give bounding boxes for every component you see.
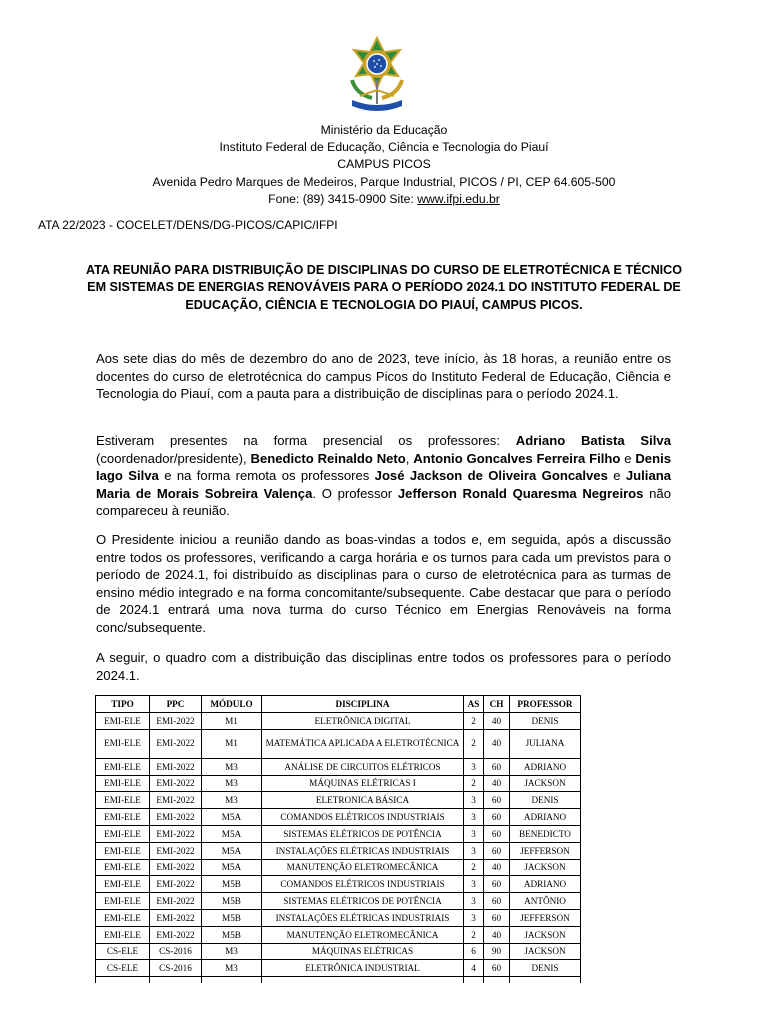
cell-disciplina: ELETRÔNICA INDUSTRIAL [262,960,464,977]
cell-ch: 40 [484,859,510,876]
cell-modulo: M3 [202,775,262,792]
cell-empty [202,977,262,983]
cell-professor: DENIS [510,960,581,977]
attendee-name: Adriano Batista Silva [515,433,671,448]
cell-disciplina: SISTEMAS ELÉTRICOS DE POTÊNCIA [262,893,464,910]
cell-professor: JACKSON [510,775,581,792]
cell-ppc: EMI-2022 [150,729,202,758]
brazil-coat-of-arms-icon [346,36,408,116]
table-row [96,943,581,960]
cell-disciplina: INSTALAÇÕES ELÉTRICAS INDUSTRIAIS [262,909,464,926]
table-row [96,825,581,842]
cell-ch: 60 [484,792,510,809]
attendees-text: . O professor [312,485,398,501]
table-row [96,792,581,809]
table-row [96,758,581,775]
column-header-professor: PROFESSOR [510,696,581,713]
paragraph-opening: Aos sete dias do mês de dezembro do ano de 2023, teve início, às 18 horas, a reunião entre os docentes do curso de eletrotécnica do campus Picos do Instituto Federal de Educação, Ciência e Tecnologia do Piauí, com a pauta para a distribuição de disciplinas para o período 2024.1. [96,351,671,402]
cell-modulo: M1 [202,729,262,758]
cell-disciplina: ANÁLISE DE CIRCUITOS ELÉTRICOS [262,758,464,775]
column-header-disciplina: DISCIPLINA [262,696,464,713]
cell-modulo: M5A [202,809,262,826]
table-row [96,960,581,977]
cell-ch: 40 [484,729,510,758]
cell-ppc: EMI-2022 [150,758,202,775]
attendee-name: Denis Iago Silva [96,450,671,484]
cell-empty [464,977,484,983]
cell-ppc: EMI-2022 [150,859,202,876]
cell-as: 2 [464,775,484,792]
cell-as: 3 [464,825,484,842]
cell-tipo: EMI-ELE [96,859,150,876]
cell-professor: BENEDICTO [510,825,581,842]
cell-ch: 60 [484,960,510,977]
attendees-text: e [607,468,626,484]
column-header-ch: CH [484,696,510,713]
cell-as: 3 [464,893,484,910]
cell-ch: 60 [484,809,510,826]
phone-text: Fone: (89) 3415-0900 Site: [268,191,418,206]
cell-tipo: CS-ELE [96,943,150,960]
cell-professor: ADRIANO [510,876,581,893]
table-header-row [96,696,581,713]
attendee-name: Benedicto Reinaldo Neto [250,450,406,466]
cell-tipo: EMI-ELE [96,758,150,775]
cell-tipo: EMI-ELE [96,792,150,809]
cell-as: 2 [464,926,484,943]
cell-disciplina: COMANDOS ELÉTRICOS INDUSTRIAIS [262,809,464,826]
cell-as: 4 [464,960,484,977]
paragraph-attendees [96,432,671,520]
cell-ppc: EMI-2022 [150,775,202,792]
cell-empty [510,977,581,983]
cell-modulo: M3 [202,792,262,809]
cell-tipo: EMI-ELE [96,909,150,926]
cell-ppc: EMI-2022 [150,713,202,730]
table-row [96,729,581,758]
table-row [96,809,581,826]
cell-as: 6 [464,943,484,960]
cell-disciplina: INSTALAÇÕES ELÉTRICAS INDUSTRIAIS [262,842,464,859]
cell-ppc: EMI-2022 [150,876,202,893]
cell-ch: 40 [484,775,510,792]
attendee-name: José Jackson de Oliveira Goncalves [374,468,608,484]
cell-tipo: EMI-ELE [96,825,150,842]
cell-ch: 60 [484,825,510,842]
cell-ch: 90 [484,943,510,960]
cell-tipo: EMI-ELE [96,809,150,826]
institute-name: Instituto Federal de Educação, Ciência e Tecnologia do Piauí [219,140,549,155]
cell-ch: 60 [484,758,510,775]
ministry-name: Ministério da Educação [320,123,448,137]
column-header-ppc: PPC [150,696,202,713]
cell-tipo: CS-ELE [96,960,150,977]
institution-header [0,122,768,208]
column-header-tipo: TIPO [96,696,150,713]
website-link[interactable]: www.ifpi.edu.br [417,191,500,206]
cell-disciplina: ELETRONICA BÁSICA [262,792,464,809]
cell-ch: 60 [484,876,510,893]
cell-modulo: M3 [202,943,262,960]
attendees-text: não compareceu à reunião. [96,485,671,519]
cell-ppc: EMI-2022 [150,825,202,842]
cell-disciplina: MÁQUINAS ELÉTRICAS I [262,775,464,792]
table-row [96,893,581,910]
cell-modulo: M5B [202,909,262,926]
cell-tipo: EMI-ELE [96,876,150,893]
table-body [96,713,581,983]
table-row [96,909,581,926]
cell-empty [96,977,150,983]
attendee-name: Antonio Goncalves Ferreira Filho [413,450,621,466]
cell-tipo: EMI-ELE [96,926,150,943]
attendees-text: , [405,450,414,466]
cell-ppc: CS-2016 [150,943,202,960]
table-row [96,775,581,792]
cell-professor: DENIS [510,713,581,730]
cell-as: 3 [464,842,484,859]
paragraph-table-intro: A seguir, o quadro com a distribuição das disciplinas entre todos os professores para o período 2024.1. [96,650,671,683]
cell-ppc: EMI-2022 [150,926,202,943]
cell-as: 3 [464,909,484,926]
cell-ch: 60 [484,893,510,910]
cell-modulo: M3 [202,758,262,775]
cell-as: 3 [464,792,484,809]
cell-disciplina: ELETRÔNICA DIGITAL [262,713,464,730]
cell-ch: 60 [484,842,510,859]
cell-modulo: M5B [202,876,262,893]
cell-tipo: EMI-ELE [96,729,150,758]
cell-modulo: M3 [202,960,262,977]
cell-professor: JULIANA [510,729,581,758]
address: Avenida Pedro Marques de Medeiros, Parque Industrial, PICOS / PI, CEP 64.605-500 [152,174,616,189]
attendee-name: Juliana Maria de Morais Sobreira Valença [96,468,672,501]
paragraph-proceedings: O Presidente iniciou a reunião dando as boas-vindas a todos e, em seguida, após a discussão entre todos os professores, verificando a carga horária e os turnos para cada um previstos para o período de 2024.1, foi distribuído as disciplinas para o curso de eletrotécnica para as turmas de ensino médio integrado e na forma concomitante/subsequente. Cabe destacar que para o período de 2024.1 entrará uma nova turma do curso Técnico em Energias Renováveis na forma conc/subsequente. [96,532,671,635]
cell-ppc: EMI-2022 [150,893,202,910]
attendees-text: e na forma remota os professores [158,468,375,484]
cell-professor: JACKSON [510,859,581,876]
cell-as: 3 [464,758,484,775]
cell-professor: JEFFERSON [510,842,581,859]
cell-as: 2 [464,729,484,758]
cell-modulo: M5A [202,842,262,859]
document-reference: ATA 22/2023 - COCELET/DENS/DG-PICOS/CAPIC/IFPI [38,218,338,232]
cell-disciplina: MÁQUINAS ELÉTRICAS [262,943,464,960]
cell-professor: JACKSON [510,926,581,943]
cell-professor: ADRIANO [510,758,581,775]
cell-professor: JACKSON [510,943,581,960]
cell-modulo: M5A [202,859,262,876]
cell-ppc: CS-2016 [150,960,202,977]
cell-tipo: EMI-ELE [96,775,150,792]
cell-empty [262,977,464,983]
attendees-text: Estiveram presentes na forma presencial os professores: [96,433,516,448]
cell-disciplina: SISTEMAS ELÉTRICOS DE POTÊNCIA [262,825,464,842]
discipline-distribution-table [95,695,581,983]
contact-line [0,191,768,208]
cell-ppc: EMI-2022 [150,909,202,926]
cell-as: 3 [464,809,484,826]
table-row [96,876,581,893]
cell-professor: ADRIANO [510,809,581,826]
campus-name: CAMPUS PICOS [337,157,431,172]
document-title: ATA REUNIÃO PARA DISTRIBUIÇÃO DE DISCIPLINAS DO CURSO DE ELETROTÉCNICA E TÉCNICO EM SISTEMAS DE ENERGIAS RENOVÁVEIS PARA O PERÍODO 2024.1 DO INSTITUTO FEDERAL DE EDUCAÇÃO, CIÊNCIA E TECNOLOGIA DO PIAUÍ, CAMPUS PICOS. [85,263,683,312]
cell-as: 2 [464,713,484,730]
cell-professor: DENIS [510,792,581,809]
table-row [96,859,581,876]
cell-professor: ANTÔNIO [510,893,581,910]
cell-ch: 40 [484,713,510,730]
cell-empty [484,977,510,983]
cell-modulo: M5A [202,825,262,842]
cell-tipo: EMI-ELE [96,842,150,859]
cell-ch: 60 [484,909,510,926]
cell-modulo: M1 [202,713,262,730]
table-row [96,713,581,730]
cell-tipo: EMI-ELE [96,713,150,730]
cell-ppc: EMI-2022 [150,809,202,826]
cell-disciplina: MANUTENÇÃO ELETROMECÂNICA [262,926,464,943]
cell-as: 2 [464,859,484,876]
attendees-text: (coordenador/presidente), [96,450,251,466]
cell-modulo: M5B [202,893,262,910]
cell-as: 3 [464,876,484,893]
cell-empty [150,977,202,983]
column-header-as: AS [464,696,484,713]
cell-disciplina: MATEMÁTICA APLICADA A ELETROTÉCNICA [262,729,464,758]
cell-ppc: EMI-2022 [150,842,202,859]
cell-modulo: M5B [202,926,262,943]
table-row-continued [96,977,581,983]
cell-professor: JEFFERSON [510,909,581,926]
table-row [96,842,581,859]
absent-name: Jefferson Ronald Quaresma Negreiros [397,485,644,501]
cell-ppc: EMI-2022 [150,792,202,809]
table-row [96,926,581,943]
cell-tipo: EMI-ELE [96,893,150,910]
column-header-modulo: MÓDULO [202,696,262,713]
cell-ch: 40 [484,926,510,943]
cell-disciplina: MANUTENÇÃO ELETROMECÂNICA [262,859,464,876]
attendees-text: e [620,450,636,466]
cell-disciplina: COMANDOS ELÉTRICOS INDUSTRIAIS [262,876,464,893]
